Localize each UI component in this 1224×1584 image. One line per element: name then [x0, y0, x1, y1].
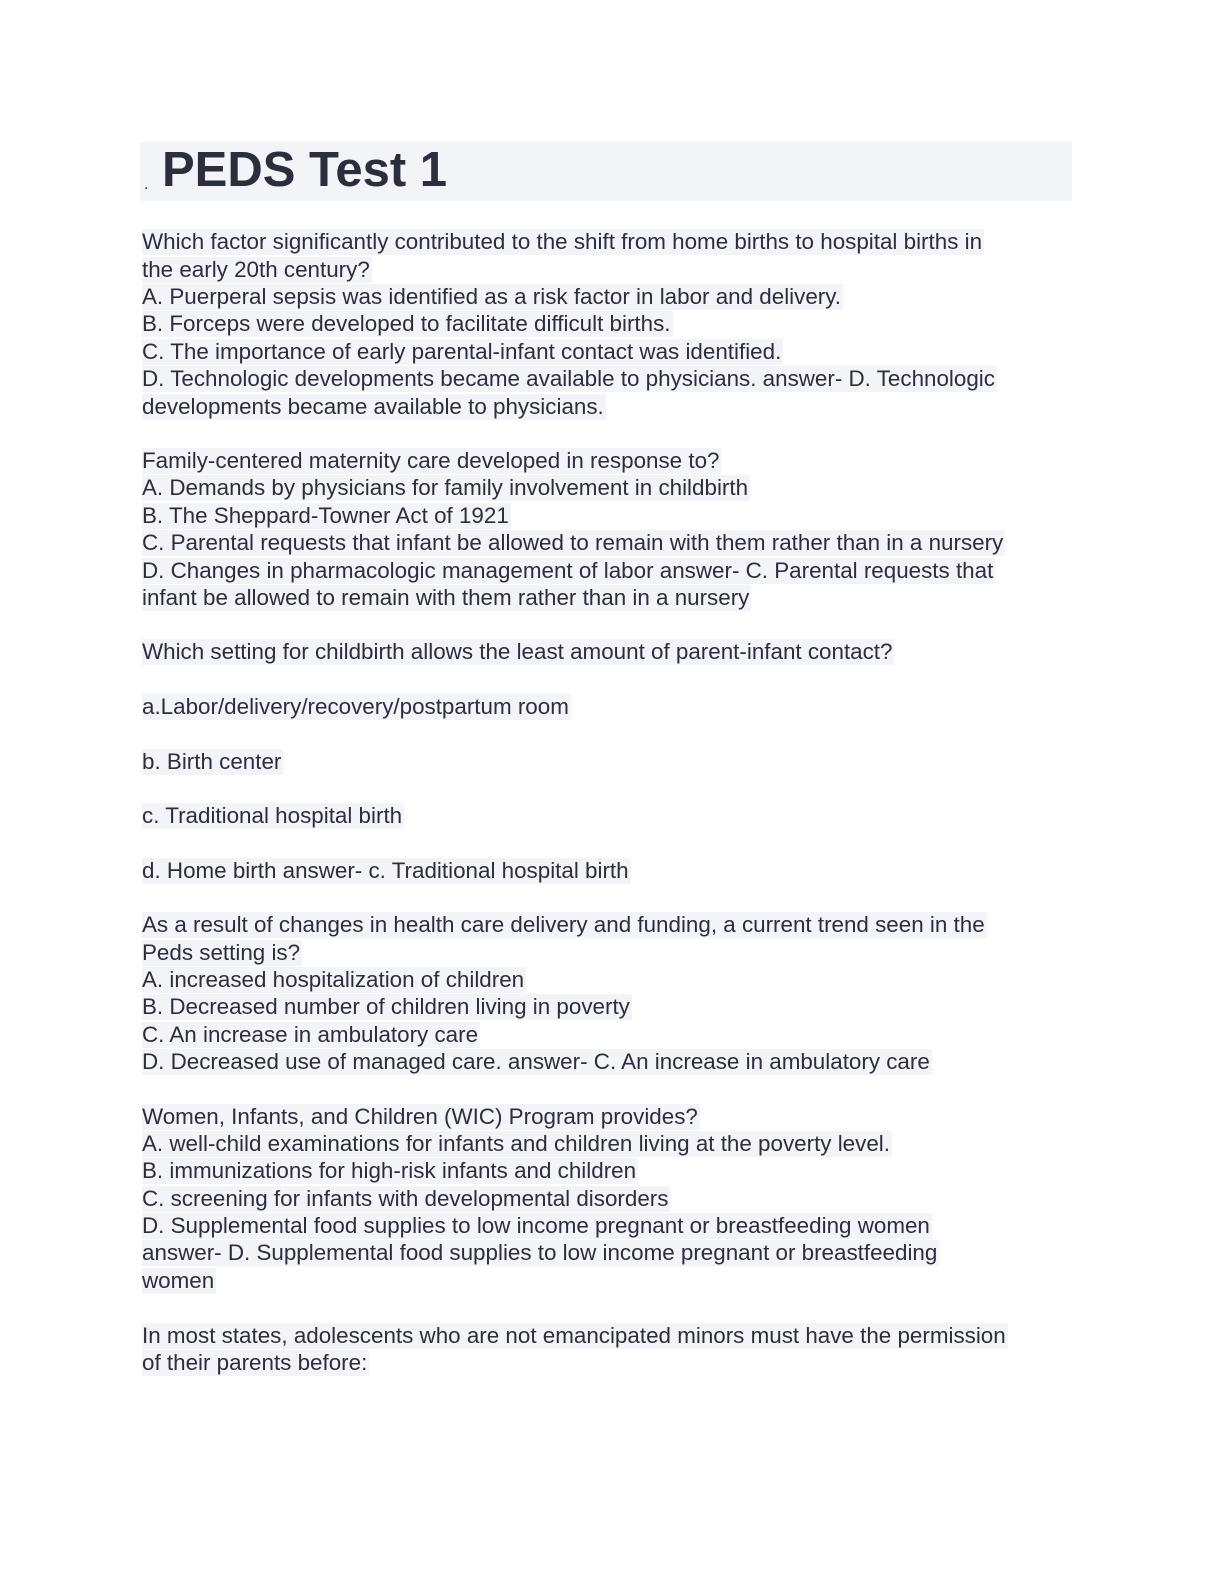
text-line: D. Supplemental food supplies to low income pregnant or breastfeeding women: [142, 1213, 930, 1238]
text-line: d. Home birth answer- c. Traditional hospital birth: [142, 858, 629, 883]
text-line: infant be allowed to remain with them rather than in a nursery: [142, 585, 750, 610]
text-line: B. The Sheppard-Towner Act of 1921: [142, 503, 509, 528]
text-line: D. Decreased use of managed care. answer- C. An increase in ambulatory care: [142, 1049, 930, 1074]
text-line: D. Changes in pharmacologic management of labor answer- C. Parental requests that: [142, 558, 994, 583]
text-line: of their parents before:: [142, 1350, 368, 1375]
text-line: A. well-child examinations for infants and children living at the poverty level.: [142, 1131, 890, 1156]
text-line: B. Decreased number of children living in poverty: [142, 994, 630, 1019]
text-line: D. Technologic developments became available to physicians. answer- D. Technologic: [142, 366, 995, 391]
text-line: Family-centered maternity care developed in response to?: [142, 448, 720, 473]
text-line: answer- D. Supplemental food supplies to low income pregnant or breastfeeding: [142, 1240, 938, 1265]
text-line: A. Puerperal sepsis was identified as a risk factor in labor and delivery.: [142, 284, 842, 309]
text-line: the early 20th century?: [142, 257, 370, 282]
text-line: Women, Infants, and Children (WIC) Program provides?: [142, 1104, 698, 1129]
text-line: Peds setting is?: [142, 940, 301, 965]
text-line: developments became available to physicians.: [142, 394, 604, 419]
title-prefix: .: [144, 176, 149, 193]
text-line: C. An increase in ambulatory care: [142, 1022, 479, 1047]
text-line: A. Demands by physicians for family involvement in childbirth: [142, 475, 749, 500]
text-line: women: [142, 1268, 215, 1293]
text-line: B. Forceps were developed to facilitate difficult births.: [142, 311, 671, 336]
text-line: As a result of changes in health care delivery and funding, a current trend seen in the: [142, 912, 985, 937]
page-title: PEDS Test 1: [162, 143, 448, 197]
text-line: Which factor significantly contributed to the shift from home births to hospital births in: [142, 229, 983, 254]
text-line: C. Parental requests that infant be allowed to remain with them rather than in a nursery: [142, 530, 1004, 555]
text-line: In most states, adolescents who are not emancipated minors must have the permission: [142, 1323, 1006, 1348]
text-line: b. Birth center: [142, 749, 282, 774]
text-line: B. immunizations for high-risk infants and children: [142, 1158, 637, 1183]
text-line: C. screening for infants with developmental disorders: [142, 1186, 669, 1211]
text-line: A. increased hospitalization of children: [142, 967, 525, 992]
text-line: a.Labor/delivery/recovery/postpartum room: [142, 694, 569, 719]
text-line: C. The importance of early parental-infant contact was identified.: [142, 339, 782, 364]
text-line: Which setting for childbirth allows the least amount of parent-infant contact?: [142, 639, 893, 664]
text-line: c. Traditional hospital birth: [142, 803, 403, 828]
